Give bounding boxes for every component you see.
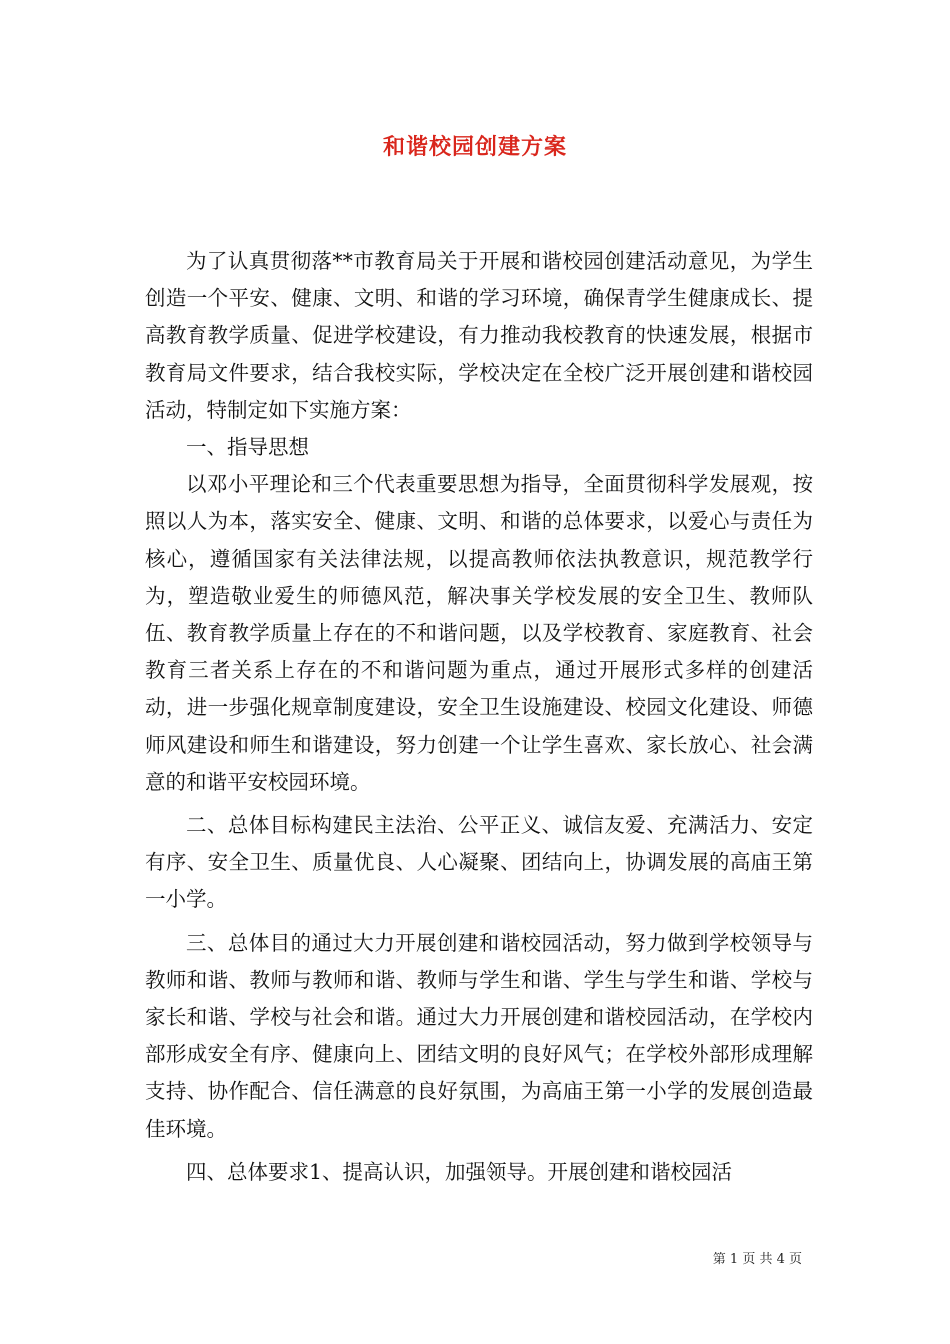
guiding-ideology-paragraph: 以邓小平理论和三个代表重要思想为指导，全面贯彻科学发展观，按照以人为本，落实安全、健康、文明、和谐的总体要求，以爱心与责任为核心，遵循国家有关法律法规，以提高教师依法执教意识，规范教学行为，塑造敬业爱生的师德风范，解决事关学校发展的安全卫生、教师队伍、教育教学质量上存在的不和谐问题，以及学校教育、家庭教育、社会教育三者关系上存在的不和谐问题为重点，通过开展形式多样的创建活动，进一步强化规章制度建设，安全卫生设施建设、校园文化建设、师德师风建设和师生和谐建设，努力创建一个让学生喜欢、家长放心、社会满意的和谐平安校园环境。 bbox=[145, 472, 813, 794]
document-title: 和谐校园创建方案 bbox=[382, 134, 567, 160]
overall-purpose-paragraph: 三、总体目的通过大力开展创建和谐校园活动，努力做到学校领导与教师和谐、教师与教师和谐、教师与学生和谐、学生与学生和谐、学校与家长和谐、学校与社会和谐。通过大力开展创建和谐校园活动，在学校内部形成安全有序、健康向上、团结文明的良好风气；在学校外部形成理解支持、协作配合、信任满意的良好氛围，为高庙王第一小学的发展创造最佳环境。 bbox=[145, 930, 813, 1141]
intro-paragraph: 为了认真贯彻落**市教育局关于开展和谐校园创建活动意见，为学生创造一个平安、健康、文明、和谐的学习环境，确保青学生健康成长、提高教育教学质量、促进学校建设，有力推动我校教育的快速发展，根据市教育局文件要求，结合我校实际，学校决定在全校广泛开展创建和谐校园活动，特制定如下实施方案： bbox=[145, 249, 813, 422]
document-body bbox=[145, 243, 813, 1191]
overall-goal-paragraph: 二、总体目标构建民主法治、公平正义、诚信友爱、充满活力、安定有序、安全卫生、质量优良、人心凝聚、团结向上，协调发展的高庙王第一小学。 bbox=[145, 813, 813, 912]
section-heading-guiding-ideology: 一、指导思想 bbox=[186, 435, 309, 460]
overall-requirements-paragraph: 四、总体要求1、提高认识，加强领导。开展创建和谐校园活 bbox=[186, 1159, 733, 1184]
page-number: 第 1 页 共 4 页 bbox=[712, 1252, 802, 1267]
